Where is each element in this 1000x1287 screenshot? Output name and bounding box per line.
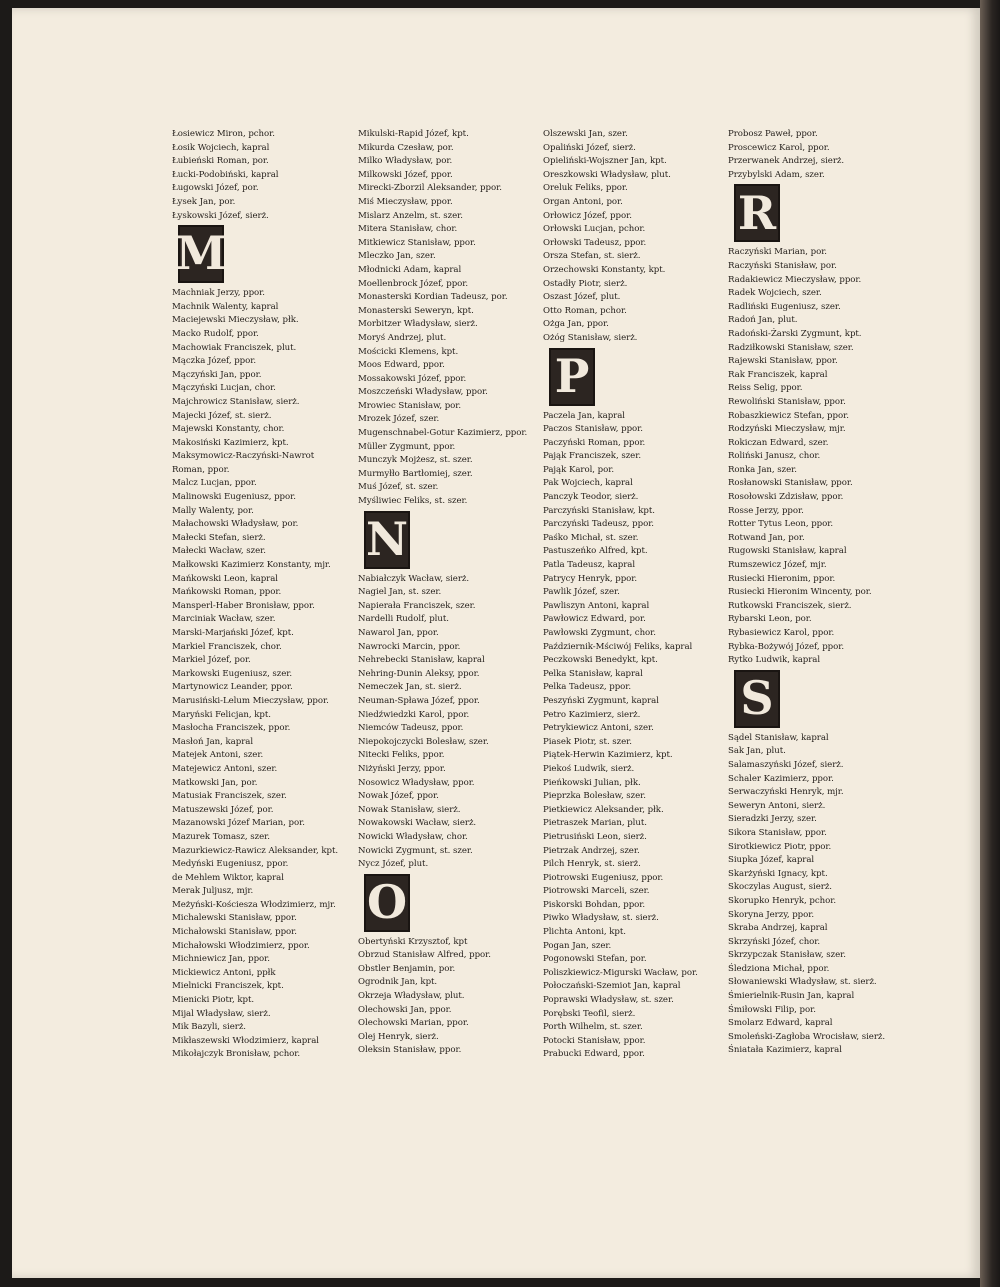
name-entry: Olechowski Marian, ppor. — [358, 1018, 469, 1029]
name-entry: Mossakowski Józef, ppor. — [358, 373, 467, 384]
name-entry: Milkowski Józef, ppor. — [358, 169, 453, 180]
name-entry: Październik-Mściwój Feliks, kapral — [543, 641, 693, 652]
name-entry: Skarżyński Ignacy, kpt. — [728, 868, 828, 879]
name-entry: Paczyński Roman, ppor. — [543, 437, 646, 448]
name-entry: Pelka Tadeusz, ppor. — [543, 682, 632, 693]
name-entry: Pietraszek Marian, plut. — [543, 818, 647, 829]
name-entry: Niemców Tadeusz, ppor. — [358, 723, 464, 734]
name-entry: Niedźwiedzki Karol, ppor. — [358, 709, 470, 720]
name-entry: Piskorski Bohdan, ppor. — [543, 899, 646, 910]
name-entry: Michalewski Stanisław, ppor. — [172, 913, 297, 924]
name-entry: Siupka Józef, kapral — [728, 855, 815, 866]
name-entry: Piwko Władysław, st. sierż. — [543, 913, 659, 924]
name-entry: Olszewski Jan, szer. — [543, 129, 628, 139]
name-entry: Muś Józef, st. szer. — [358, 482, 439, 493]
name-entry: Radakiewicz Mieczysław, ppor. — [728, 274, 862, 285]
name-entry: Moellenbrock Józef, ppor. — [358, 278, 469, 289]
name-entry: Małecki Wacław, szer. — [172, 546, 266, 557]
name-entry: Małachowski Władysław, por. — [172, 519, 299, 530]
name-entry: Nitecki Feliks, ppor. — [358, 750, 445, 761]
name-entry: Machnik Walenty, kapral — [172, 301, 279, 312]
name-entry: Pająk Karol, por. — [543, 464, 615, 475]
name-entry: Mijal Władysław, sierż. — [172, 1008, 271, 1019]
name-entry: Skrzyński Józef, chor. — [728, 936, 821, 947]
name-entry: Orłowski Tadeusz, ppor. — [543, 237, 647, 248]
name-entry: Monasterski Kordian Tadeusz, por. — [358, 292, 508, 303]
name-entry: Rotter Tytus Leon, ppor. — [728, 519, 834, 530]
name-entry: Nosowicz Władysław, ppor. — [358, 777, 475, 788]
name-entry: Orłowski Lucjan, pchor. — [543, 224, 646, 235]
name-entry: Pogonowski Stefan, por. — [543, 954, 647, 965]
name-entry: Pawłowski Zygmunt, chor. — [543, 628, 656, 638]
name-entry: Porębski Teofil, sierż. — [543, 1008, 636, 1019]
name-entry: Oreluk Feliks, ppor. — [543, 183, 628, 194]
name-entry: Paczela Jan, kapral — [543, 410, 625, 421]
name-entry: Orzechowski Konstanty, kpt. — [543, 264, 666, 275]
name-entry: Poliszkiewicz-Migurski Wacław, por. — [543, 967, 698, 978]
name-entry: Orsza Stefan, st. sierż. — [543, 251, 641, 262]
name-entry: Mansperl-Haber Bronisław, ppor. — [172, 600, 315, 611]
name-entry: Rybka-Bożywój Józef, ppor. — [728, 641, 845, 652]
name-entry: Michniewicz Jan, ppor. — [172, 954, 270, 965]
name-entry: Proscewicz Karol, ppor. — [728, 142, 830, 153]
name-entry: Moszczeński Władysław, ppor. — [358, 387, 488, 398]
name-entry: Rosse Jerzy, ppor. — [728, 505, 804, 516]
name-entry: Majchrowicz Stanisław, sierż. — [172, 396, 300, 407]
name-entry: Olechowski Jan, ppor. — [358, 1004, 452, 1015]
name-entry: Nehrebecki Stanisław, kapral — [358, 655, 485, 666]
name-entry: Nowicki Władysław, chor. — [358, 831, 468, 842]
name-entry: Marciniak Wacław, szer. — [172, 614, 276, 625]
name-entry: Rusiecki Hieronim Wincenty, por. — [728, 587, 872, 598]
section-initial-m: M — [178, 225, 224, 283]
name-entry: Matejewicz Antoni, szer. — [172, 763, 278, 774]
name-entry: Nehring-Dunin Aleksy, ppor. — [358, 668, 480, 679]
name-entry: Malcz Lucjan, ppor. — [172, 478, 257, 489]
name-entry: Pietkiewicz Aleksander, płk. — [543, 804, 664, 815]
name-entry: Okrzeja Władysław, plut. — [358, 991, 465, 1002]
name-entry: Roman, ppor. — [172, 464, 230, 475]
name-entry: Poprawski Władysław, st. szer. — [543, 995, 674, 1006]
name-entry: Maksymowicz-Raczyński-Nawrot — [172, 451, 315, 462]
name-entry: Rokiczan Edward, szer. — [728, 437, 829, 448]
name-entry: Radek Wojciech, szer. — [728, 288, 822, 299]
name-entry: Łosiewicz Miron, pchor. — [172, 129, 275, 139]
name-entry: Nowak Stanisław, sierż. — [358, 804, 461, 815]
name-entry: Pietrusiński Leon, sierż. — [543, 831, 647, 842]
name-entry: Pawliszyn Antoni, kapral — [543, 600, 650, 611]
name-entry: Obrzud Stanisław Alfred, ppor. — [358, 950, 491, 961]
name-entry: Łysek Jan, por. — [172, 196, 236, 207]
name-entry: Nowicki Zygmunt, st. szer. — [358, 845, 473, 856]
section-initial-r: R — [734, 184, 780, 242]
name-entry: Piekoś Ludwik, sierż. — [543, 763, 635, 774]
name-entry: Matkowski Jan, por. — [172, 777, 258, 788]
name-entry: Mikulski-Rapid Józef, kpt. — [358, 129, 469, 139]
section-initial-p: P — [549, 348, 595, 406]
name-entry: Peszyński Zygmunt, kapral — [543, 695, 659, 706]
name-entry: Matuszewski Józef, por. — [172, 804, 274, 815]
name-entry: Parczyński Stanisław, kpt. — [543, 505, 655, 516]
book-page — [12, 8, 980, 1278]
name-entry: Machniak Jerzy, ppor. — [172, 288, 265, 299]
name-entry: Niepokojczycki Bolesław, szer. — [358, 736, 489, 747]
name-entry: Ożóg Stanisław, sierż. — [543, 332, 638, 343]
name-entry: Rosołowski Zdzisław, ppor. — [728, 492, 844, 503]
column-3 — [543, 128, 718, 1062]
name-entry: Pilch Henryk, st. sierż. — [543, 859, 641, 870]
name-entry: Mrozek Józef, szer. — [358, 414, 440, 425]
name-entry: Śmierielnik-Rusin Jan, kapral — [728, 991, 855, 1002]
name-entry: Obstler Benjamin, por. — [358, 963, 456, 974]
name-entry: Otto Roman, pchor. — [543, 305, 627, 316]
name-entry: Rybarski Leon, por. — [728, 614, 812, 625]
name-entry: Petrykiewicz Antoni, szer. — [543, 723, 654, 734]
name-entry: Sikora Stanisław, ppor. — [728, 827, 827, 838]
name-entry: Mączyński Jan, ppor. — [172, 369, 262, 380]
name-entry: Mielnicki Franciszek, kpt. — [172, 981, 284, 992]
name-entry: Smolarz Edward, kapral — [728, 1018, 833, 1029]
name-entry: Rugowski Stanisław, kapral — [728, 546, 847, 557]
column-4 — [728, 128, 903, 1058]
name-entry: Macko Rudolf, ppor. — [172, 328, 259, 339]
name-entry: Mazurkiewicz-Rawicz Aleksander, kpt. — [172, 845, 339, 856]
name-entry: Mleczko Jan, szer. — [358, 251, 436, 262]
name-entry: de Mehlem Wiktor, kapral — [172, 872, 284, 883]
name-entry: Rotwand Jan, por. — [728, 532, 805, 543]
name-entry: Skoryna Jerzy, ppor. — [728, 909, 815, 920]
name-entry: Radliński Eugeniusz, szer. — [728, 301, 841, 312]
name-entry: Mazurek Tomasz, szer. — [172, 831, 270, 842]
name-entry: Rybasiewicz Karol, ppor. — [728, 628, 835, 638]
section-initial-n: N — [364, 511, 410, 569]
name-entry: Pastuszeńko Alfred, kpt. — [543, 546, 648, 557]
name-entry: Mickiewicz Antoni, ppłk — [172, 967, 276, 978]
name-entry: Reiss Selig, ppor. — [728, 383, 803, 394]
name-entry: Schaler Kazimierz, ppor. — [728, 773, 834, 784]
name-entry: Ronka Jan, szer. — [728, 464, 797, 475]
name-entry: Milko Władysław, por. — [358, 156, 453, 167]
name-entry: Rewoliński Stanisław, ppor. — [728, 396, 846, 407]
name-entry: Majewski Konstanty, chor. — [172, 424, 285, 435]
name-entry: Sak Jan, plut. — [728, 746, 786, 757]
name-entry: Rodzyński Mieczysław, mjr. — [728, 424, 846, 435]
name-entry: Nawarol Jan, ppor. — [358, 628, 439, 638]
name-entry: Myśliwiec Feliks, st. szer. — [358, 496, 468, 507]
name-entry: Martynowicz Leander, ppor. — [172, 682, 293, 693]
name-entry: Majecki Józef, st. sierż. — [172, 410, 272, 421]
name-entry: Sądel Stanisław, kapral — [728, 732, 829, 743]
name-entry: Piotrowski Marceli, szer. — [543, 886, 650, 897]
name-entry: Ostadły Piotr, sierż. — [543, 278, 628, 289]
name-entry: Łyskowski Józef, sierż. — [172, 210, 269, 221]
name-entry: Markiel Józef, por. — [172, 655, 251, 666]
name-entry: Mikurda Czesław, por. — [358, 142, 454, 153]
name-entry: Prabucki Edward, ppor. — [543, 1049, 645, 1060]
name-entry: Maryński Felicjan, kpt. — [172, 709, 271, 720]
name-entry: Śniatała Kazimierz, kapral — [728, 1045, 842, 1056]
name-entry: Müller Zygmunt, ppor. — [358, 441, 456, 452]
name-entry: Pająk Franciszek, szer. — [543, 451, 642, 462]
name-entry: Połoczański-Szemiot Jan, kapral — [543, 981, 681, 992]
name-entry: Petro Kazimierz, sierż. — [543, 709, 641, 720]
name-entry: Markowski Eugeniusz, szer. — [172, 668, 293, 679]
name-entry: Pelka Stanisław, kapral — [543, 668, 643, 679]
name-entry: Pietrzak Andrzej, szer. — [543, 845, 640, 856]
name-entry: Rutkowski Franciszek, sierż. — [728, 600, 852, 611]
name-entry: Olej Henryk, sierż. — [358, 1031, 439, 1042]
name-entry: Merak Juljusz, mjr. — [172, 886, 254, 897]
name-entry: Paśko Michał, st. szer. — [543, 532, 639, 543]
name-entry: Łucki-Podobiński, kapral — [172, 169, 279, 180]
name-entry: Michałowski Stanisław, ppor. — [172, 927, 297, 938]
name-entry: Meżyński-Kościesza Włodzimierz, mjr. — [172, 899, 336, 910]
name-entry: Masłocha Franciszek, ppor. — [172, 723, 291, 734]
name-entry: Sieradzki Jerzy, szer. — [728, 814, 817, 825]
name-entry: Śmiłowski Filip, por. — [728, 1004, 816, 1015]
name-entry: Mienicki Piotr, kpt. — [172, 995, 255, 1006]
name-entry: Łubieński Roman, por. — [172, 156, 269, 167]
name-entry: Mrowiec Stanisław, por. — [358, 400, 462, 411]
name-entry: Przerwanek Andrzej, sierż. — [728, 156, 845, 167]
name-entry: Nowakowski Wacław, sierż. — [358, 818, 477, 829]
name-entry: Munczyk Mojżesz, st. szer. — [358, 455, 473, 466]
name-entry: Skrzypczak Stanisław, szer. — [728, 950, 846, 961]
name-entry: Słowaniewski Władysław, st. sierż. — [728, 977, 877, 988]
name-entry: Probosz Paweł, ppor. — [728, 129, 818, 139]
name-entry: Parczyński Tadeusz, ppor. — [543, 519, 654, 530]
name-entry: Obertyński Krzysztof, kpt — [358, 936, 468, 947]
name-entry: Mitera Stanisław, chor. — [358, 224, 458, 235]
name-entry: Roliński Janusz, chor. — [728, 451, 821, 462]
name-entry: Malinowski Eugeniusz, ppor. — [172, 492, 296, 503]
name-entry: Mik Bazyli, sierż. — [172, 1022, 246, 1033]
name-entry: Organ Antoni, por. — [543, 196, 623, 207]
column-1 — [172, 128, 347, 1062]
name-entry: Małecki Stefan, sierż. — [172, 532, 266, 543]
name-entry: Murmyłło Bartłomiej, szer. — [358, 468, 473, 479]
name-entry: Sirotkiewicz Piotr, ppor. — [728, 841, 832, 852]
name-entry: Ogrodnik Jan, kpt. — [358, 977, 438, 988]
name-entry: Radoń Jan, plut. — [728, 315, 798, 326]
name-entry: Moos Edward, ppor. — [358, 360, 445, 371]
section-initial-o: O — [364, 874, 410, 932]
name-entry: Oszast Józef, plut. — [543, 292, 621, 303]
name-entry: Mally Walenty, por. — [172, 505, 254, 516]
name-entry: Mazanowski Józef Marian, por. — [172, 818, 305, 829]
name-entry: Smoleński-Zagłoba Wrocisław, sierż. — [728, 1031, 886, 1042]
name-entry: Nawrocki Marcin, ppor. — [358, 641, 461, 652]
name-entry: Pawłowicz Edward, por. — [543, 614, 646, 625]
name-entry: Śledziona Michał, ppor. — [728, 963, 830, 974]
name-entry: Panczyk Teodor, sierż. — [543, 492, 639, 503]
name-entry: Robaszkiewicz Stefan, ppor. — [728, 410, 849, 421]
name-entry: Piasek Piotr, st. szer. — [543, 736, 632, 747]
name-entry: Mościcki Klemens, kpt. — [358, 346, 459, 357]
section-initial-s: S — [734, 670, 780, 728]
name-entry: Medyński Eugeniusz, ppor. — [172, 859, 289, 870]
name-entry: Łosik Wojciech, kapral — [172, 142, 270, 153]
name-entry: Rak Franciszek, kapral — [728, 369, 828, 380]
name-entry: Skorupko Henryk, pchor. — [728, 895, 837, 906]
name-entry: Pieprzka Bolesław, szer. — [543, 791, 646, 802]
name-entry: Michałowski Włodzimierz, ppor. — [172, 940, 310, 951]
name-entry: Rytko Ludwik, kapral — [728, 655, 821, 666]
name-entry: Ługowski Józef, por. — [172, 183, 259, 194]
name-entry: Małkowski Kazimierz Konstanty, mjr. — [172, 560, 331, 571]
name-entry: Miś Mieczysław, ppor. — [358, 196, 453, 207]
name-entry: Nardelli Rudolf, plut. — [358, 614, 449, 625]
name-entry: Salamaszyński Józef, sierż. — [728, 759, 844, 770]
name-entry: Nabiałczyk Wacław, sierż. — [358, 573, 470, 584]
name-entry: Matejek Antoni, szer. — [172, 750, 264, 761]
name-entry: Nycz Józef, plut. — [358, 859, 429, 870]
name-entry: Matusiak Franciszek, szer. — [172, 791, 287, 802]
name-entry: Rusiecki Hieronim, ppor. — [728, 573, 836, 584]
name-entry: Przybylski Adam, szer. — [728, 169, 825, 180]
name-entry: Nowak Józef, ppor. — [358, 791, 439, 802]
name-entry: Rosłanowski Stanisław, ppor. — [728, 478, 853, 489]
name-entry: Skraba Andrzej, kapral — [728, 923, 828, 934]
name-entry: Machowiak Franciszek, plut. — [172, 342, 297, 353]
name-entry: Piotrowski Eugeniusz, ppor. — [543, 872, 664, 883]
name-entry: Patrycy Henryk, ppor. — [543, 573, 638, 584]
name-entry: Oleksin Stanisław, ppor. — [358, 1045, 462, 1056]
name-entry: Potocki Stanisław, ppor. — [543, 1035, 646, 1046]
name-entry: Neuman-Spława Józef, ppor. — [358, 695, 480, 706]
name-entry: Serwaczyński Henryk, mjr. — [728, 787, 844, 798]
name-entry: Opieliński-Wojszner Jan, kpt. — [543, 156, 667, 167]
name-entry: Mączka Józef, ppor. — [172, 356, 257, 367]
name-entry: Plichta Antoni, kpt. — [543, 927, 626, 938]
name-entry: Mugenschnabel-Gotur Kazimierz, ppor. — [358, 428, 528, 439]
name-entry: Mirecki-Zborzil Aleksander, ppor. — [358, 183, 502, 194]
name-entry: Radoński-Żarski Zygmunt, kpt. — [728, 328, 862, 339]
name-entry: Mitkiewicz Stanisław, ppor. — [358, 237, 476, 248]
name-entry: Nagiel Jan, st. szer. — [358, 587, 442, 598]
name-entry: Rajewski Stanisław, ppor. — [728, 356, 838, 367]
name-entry: Patla Tadeusz, kapral — [543, 560, 636, 571]
name-entry: Marski-Marjański Józef, kpt. — [172, 628, 294, 638]
name-entry: Markiel Franciszek, chor. — [172, 641, 282, 652]
name-entry: Moryś Andrzej, plut. — [358, 332, 447, 343]
name-entry: Maciejewski Mieczysław, płk. — [172, 315, 299, 326]
name-entry: Peczkowski Benedykt, kpt. — [543, 655, 658, 666]
name-entry: Oreszkowski Władysław, plut. — [543, 169, 671, 180]
name-entry: Radziłkowski Stanisław, szer. — [728, 342, 854, 353]
name-entry: Pieńkowski Julian, płk. — [543, 777, 641, 788]
name-entry: Mislarz Anzelm, st. szer. — [358, 210, 463, 221]
name-entry: Seweryn Antoni, sierż. — [728, 800, 826, 811]
name-entry: Morbitzer Władysław, sierż. — [358, 319, 478, 330]
column-2 — [358, 128, 533, 1058]
name-entry: Mikłaszewski Włodzimierz, kapral — [172, 1035, 320, 1046]
name-entry: Opaliński Józef, sierż. — [543, 142, 636, 153]
name-entry: Makosiński Kazimierz, kpt. — [172, 437, 289, 448]
name-entry: Porth Wilhelm, st. szer. — [543, 1022, 643, 1033]
name-entry: Napierała Franciszek, szer. — [358, 600, 476, 611]
name-entry: Pak Wojciech, kapral — [543, 478, 633, 489]
name-entry: Skoczylas August, sierż. — [728, 882, 832, 893]
name-entry: Mączyński Lucjan, chor. — [172, 383, 276, 394]
name-entry: Ożga Jan, ppor. — [543, 319, 609, 330]
name-entry: Mikołajczyk Bronisław, pchor. — [172, 1049, 301, 1060]
name-entry: Rumszewicz Józef, mjr. — [728, 560, 827, 571]
name-entry: Raczyński Stanisław, por. — [728, 260, 837, 271]
name-entry: Masłoń Jan, kapral — [172, 736, 254, 747]
name-entry: Pawlik Józef, szer. — [543, 587, 620, 598]
name-entry: Mańkowski Roman, ppor. — [172, 587, 282, 598]
name-entry: Pogan Jan, szer. — [543, 940, 612, 951]
name-entry: Młodnicki Adam, kapral — [358, 264, 462, 275]
book-spine — [980, 0, 1000, 1287]
name-entry: Marusiński-Lelum Mieczysław, ppor. — [172, 695, 329, 706]
name-entry: Orłowicz Józef, ppor. — [543, 210, 632, 221]
name-entry: Paczos Stanisław, ppor. — [543, 424, 643, 435]
name-entry: Monasterski Seweryn, kpt. — [358, 305, 474, 316]
name-entry: Mańkowski Leon, kapral — [172, 573, 278, 584]
name-entry: Niżyński Jerzy, ppor. — [358, 763, 446, 774]
name-entry: Nemeczek Jan, st. sierż. — [358, 682, 462, 693]
name-entry: Raczyński Marian, por. — [728, 247, 827, 258]
name-entry: Piątek-Herwin Kazimierz, kpt. — [543, 750, 673, 761]
